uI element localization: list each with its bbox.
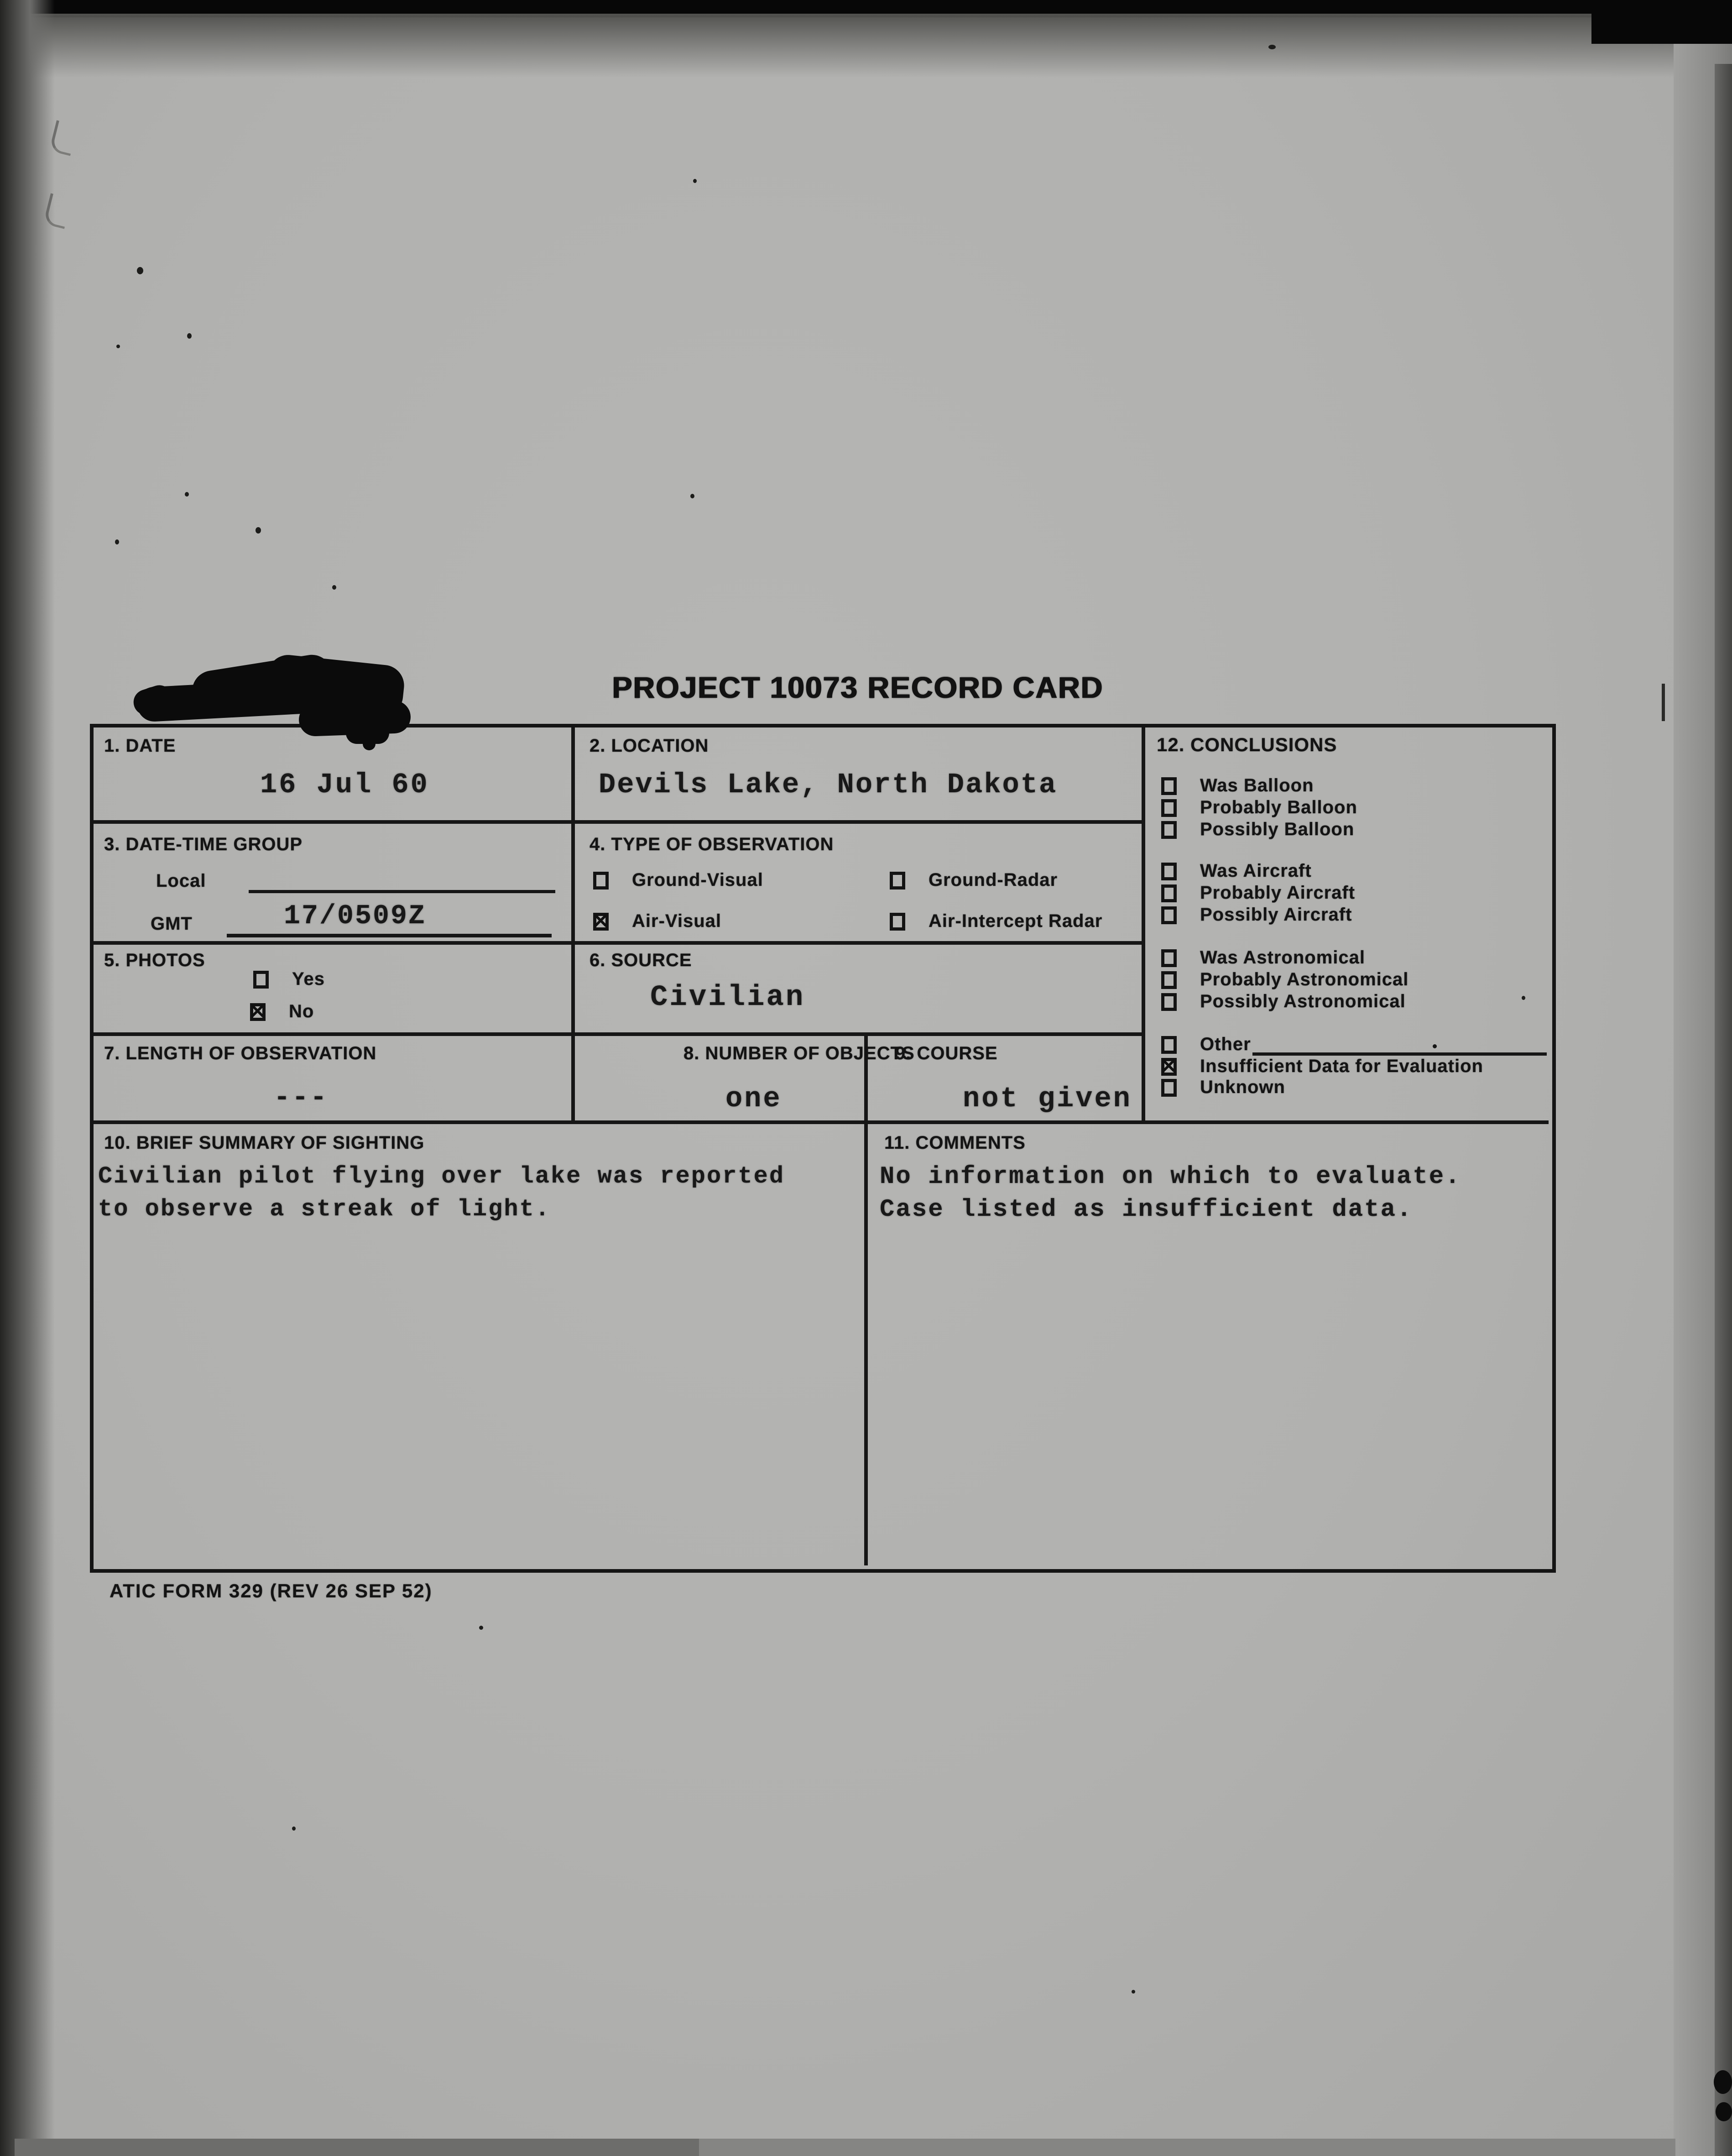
air-visual-label: Air-Visual (632, 911, 721, 931)
number-of-objects-label: 8. NUMBER OF OBJECTS (683, 1043, 915, 1063)
checkbox-unknown[interactable] (1161, 1079, 1177, 1097)
number-of-objects-value: one (725, 1083, 782, 1115)
date-value: 16 Jul 60 (260, 769, 429, 801)
grid-line (571, 727, 575, 1123)
checkbox-air-intercept-radar[interactable] (890, 913, 905, 931)
date-time-group-label: 3. DATE-TIME GROUP (104, 834, 303, 854)
local-blank-line[interactable] (249, 890, 555, 893)
unknown-label: Unknown (1200, 1077, 1285, 1097)
length-of-observation-label: 7. LENGTH OF OBSERVATION (104, 1043, 377, 1063)
gmt-value[interactable]: 17/0509Z (284, 901, 427, 932)
checkbox-air-visual[interactable] (593, 913, 609, 931)
checkbox-photos-no[interactable] (250, 1003, 266, 1021)
probably-balloon-label: Probably Balloon (1200, 797, 1357, 817)
checkbox-probably-aircraft[interactable] (1161, 884, 1177, 902)
other-blank-line[interactable] (1252, 1052, 1547, 1056)
checkbox-possibly-aircraft[interactable] (1161, 906, 1177, 924)
length-of-observation-value: --- (274, 1083, 329, 1114)
checkbox-probably-balloon[interactable] (1161, 799, 1177, 817)
course-value: not given (963, 1083, 1132, 1115)
grid-line (864, 1034, 868, 1565)
checkbox-was-astronomical[interactable] (1161, 949, 1177, 967)
checkbox-was-balloon[interactable] (1161, 777, 1177, 795)
possibly-aircraft-label: Possibly Aircraft (1200, 905, 1352, 925)
location-value: Devils Lake, North Dakota (599, 769, 1058, 801)
checkbox-probably-astronomical[interactable] (1161, 971, 1177, 989)
source-value: Civilian (650, 981, 805, 1014)
ground-radar-label: Ground-Radar (929, 870, 1058, 890)
ground-visual-label: Ground-Visual (632, 870, 763, 890)
other-label: Other (1200, 1034, 1251, 1054)
checkbox-possibly-astronomical[interactable] (1161, 993, 1177, 1011)
comments-line-2: Case listed as insufficient data. (880, 1196, 1413, 1224)
photos-no-label: No (289, 1001, 314, 1021)
form-number: ATIC FORM 329 (REV 26 SEP 52) (110, 1580, 433, 1601)
source-label: 6. SOURCE (590, 950, 692, 970)
comments-label: 11. COMMENTS (884, 1133, 1026, 1153)
local-label: Local (156, 871, 206, 891)
brief-summary-label: 10. BRIEF SUMMARY OF SIGHTING (104, 1133, 425, 1153)
other-line-period (1433, 1044, 1437, 1048)
page-title: PROJECT 10073 RECORD CARD (612, 670, 1104, 704)
probably-astronomical-label: Probably Astronomical (1200, 969, 1409, 989)
scan-edge-top-right (1591, 0, 1732, 44)
possibly-balloon-label: Possibly Balloon (1200, 819, 1355, 839)
checkbox-other[interactable] (1161, 1036, 1177, 1054)
location-label: 2. LOCATION (590, 736, 709, 756)
type-of-observation-label: 4. TYPE OF OBSERVATION (590, 834, 834, 854)
possibly-astronomical-label: Possibly Astronomical (1200, 991, 1406, 1011)
conclusions-label: 12. CONCLUSIONS (1157, 734, 1337, 755)
grid-line (94, 941, 1142, 945)
checkbox-ground-radar[interactable] (890, 872, 905, 890)
air-intercept-radar-label: Air-Intercept Radar (929, 911, 1103, 931)
comments-line-1: No information on which to evaluate. (880, 1163, 1461, 1191)
scan-stray-mark (1662, 684, 1665, 721)
was-aircraft-label: Was Aircraft (1200, 861, 1312, 881)
photos-label: 5. PHOTOS (104, 950, 205, 970)
was-astronomical-label: Was Astronomical (1200, 947, 1365, 968)
brief-summary-line-1: Civilian pilot flying over lake was reported (98, 1163, 785, 1190)
gmt-label: GMT (151, 914, 193, 934)
scan-edge-bottom-left (15, 2139, 699, 2156)
checkbox-was-aircraft[interactable] (1161, 863, 1177, 880)
grid-line (94, 1120, 1549, 1124)
checkbox-insufficient-data[interactable] (1161, 1058, 1177, 1076)
scan-edge-right (1715, 64, 1732, 2156)
insufficient-data-label: Insufficient Data for Evaluation (1200, 1056, 1483, 1076)
photos-yes-label: Yes (292, 969, 325, 989)
brief-summary-line-2: to observe a streak of light. (98, 1196, 551, 1223)
scan-blob (1716, 2102, 1732, 2121)
checkbox-photos-yes[interactable] (253, 971, 269, 989)
grid-line (1142, 727, 1145, 1123)
scan-blob (1714, 2070, 1732, 2094)
gmt-blank-line (227, 934, 552, 937)
scan-shadow-top (0, 14, 1732, 78)
checkbox-possibly-balloon[interactable] (1161, 821, 1177, 839)
checkbox-ground-visual[interactable] (593, 872, 609, 890)
grid-line (94, 1032, 1142, 1036)
probably-aircraft-label: Probably Aircraft (1200, 883, 1356, 903)
was-balloon-label: Was Balloon (1200, 775, 1314, 795)
scan-shadow-left (0, 0, 55, 2156)
date-label: 1. DATE (104, 736, 176, 756)
course-label: 9. COURSE (895, 1043, 998, 1063)
grid-line (94, 820, 1142, 824)
